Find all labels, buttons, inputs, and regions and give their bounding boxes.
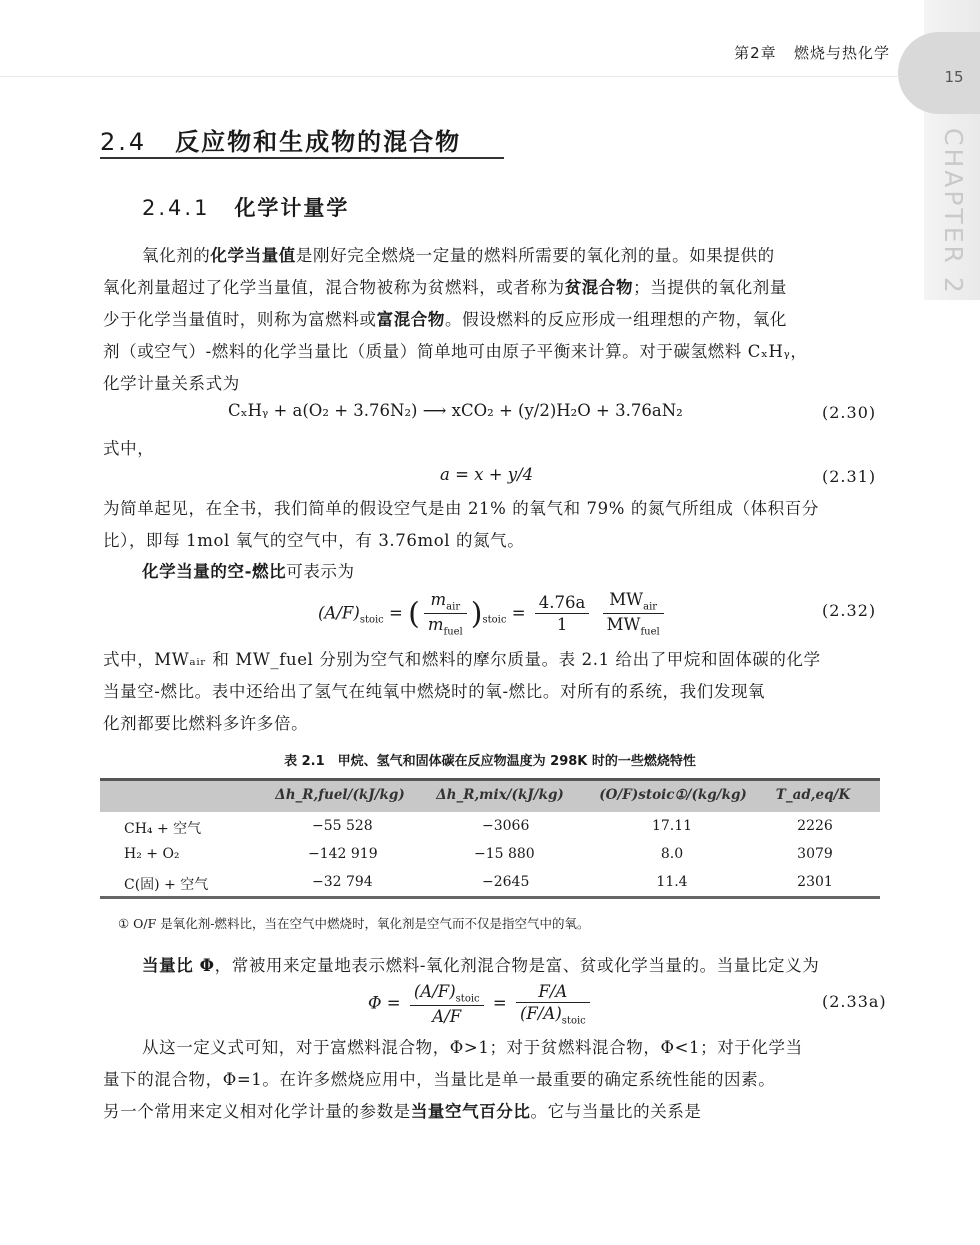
subsection-number: 2.4.1 [142,196,211,220]
equation-number: (2.30) [822,403,877,422]
table-header-cell: (O/F)stoic①/(kg/kg) [599,787,747,803]
table-cell: −55 528 [312,818,373,834]
paragraph-line: 氧化剂量超过了化学当量值，混合物被称为贫燃料，或者称为贫混合物；当提供的氧化剂量 [103,278,788,297]
running-head [650,42,890,63]
table-header-cell: Δh_R,fuel/(kJ/kg) [275,787,405,803]
table-cell: 11.4 [656,874,688,890]
table-header-cell: Δh_R,mix/(kJ/kg) [436,787,564,803]
paragraph-line: 氧化剂的化学当量值是刚好完全燃烧一定量的燃料所需要的氧化剂的量。如果提供的 [142,246,775,265]
running-head-title: 燃烧与热化学 [793,44,890,62]
subsection-title [142,192,349,222]
table-cell: 17.11 [651,818,693,834]
paragraph-line: 为简单起见，在全书，我们简单的假设空气是由 21% 的氧气和 79% 的氮气所组成（体积百分 [103,499,819,518]
paragraph-line: 式中，MWₐᵢᵣ 和 MW_fuel 分别为空气和燃料的摩尔质量。表 2.1 给出了甲烷和固体碳的化学 [103,650,821,669]
table-cell: C(固) + 空气 [124,877,209,893]
paragraph-line: 当量空-燃比。表中还给出了氢气在纯氧中燃烧时的氧-燃比。对所有的系统，我们发现氧 [103,682,766,701]
table-cell: 8.0 [660,846,684,862]
table-cell: −32 794 [312,874,373,890]
table-cell: 2226 [797,818,833,834]
paragraph-line: 少于化学当量值时，则称为富燃料或富混合物。假设燃料的反应形成一组理想的产物，氧化 [103,310,788,329]
table-bottom-rule [100,896,880,899]
table-cell: −2645 [482,874,530,890]
table-cell: −142 919 [308,846,378,862]
table-footnote: ① O/F 是氧化剂-燃料比，当在空气中燃烧时，氧化剂是空气而不仅是指空气中的氧。 [118,916,590,931]
equation-2-32: $(A/F)_{stoic}$ = ( $\frac{m_{air}}{m_{fuel}}$ )$_{stoic}$ = $\frac{4.76a}{1}$ $\frac{MW_{air}}{MW_{fuel}}$ [318,590,668,638]
paragraph-line: 化剂都要比燃料多许多倍。 [103,714,309,733]
paragraph-line: 另一个常用来定义相对化学计量的参数是当量空气百分比。它与当量比的关系是 [103,1102,702,1121]
paragraph-line: 当量比 Φ，常被用来定量地表示燃料-氧化剂混合物是富、贫或化学当量的。当量比定义为 [142,956,820,975]
section-title-text: 反应物和生成物的混合物 [175,128,462,156]
paragraph-line: 从这一定义式可知，对于富燃料混合物，Φ>1；对于贫燃料混合物，Φ<1；对于化学当 [142,1038,803,1057]
table-cell: H₂ + O₂ [124,846,180,862]
equation-2-30: CₓHᵧ + a(O₂ + 3.76N₂) ⟶ xCO₂ + (y/2)H₂O + 3.76aN₂ [228,401,683,420]
section-title-underline [100,157,504,159]
equation-2-31: a = x + y/4 [440,465,534,484]
equation-number: (2.32) [822,601,877,620]
chapter-side-label: CHAPTER 2 [939,128,968,296]
header-rule [0,76,900,77]
table-cell: 3079 [797,846,833,862]
section-title [100,122,461,157]
paragraph-line: 化学当量的空-燃比可表示为 [142,562,355,581]
paragraph-line: 化学计量关系式为 [103,374,240,393]
table-cell: CH₄ + 空气 [124,821,202,837]
section-number: 2.4 [100,128,148,156]
page-number: 15 [944,68,964,86]
table-cell: 2301 [797,874,833,890]
paragraph-line: 剂（或空气）-燃料的化学当量比（质量）简单地可由原子平衡来计算。对于碳氢燃料 CₓHᵧ， [103,342,808,361]
paragraph-line: 比），即每 1mol 氧气的空气中，有 3.76mol 的氮气。 [103,531,525,550]
equation-number: (2.33a) [822,992,887,1011]
subsection-title-text: 化学计量学 [234,196,350,220]
paragraph-line: 式中， [103,439,155,458]
running-head-chapter: 第2章 [734,44,777,62]
table-cell: −15 880 [474,846,535,862]
equation-2-33a: Φ = $\frac{(A/F)_{stoic}}{A/F}$ = $\frac{F/A}{(F/A)_{stoic}}$ [368,982,594,1026]
table-header-cell: T_ad,eq/K [775,787,851,803]
equation-number: (2.31) [822,467,877,486]
table-caption: 表 2.1 甲烷、氢气和固体碳在反应物温度为 298K 时的一些燃烧特性 [284,754,696,769]
table-cell: −3066 [482,818,530,834]
paragraph-line: 量下的混合物，Φ=1。在许多燃烧应用中，当量比是单一最重要的确定系统性能的因素。 [103,1070,776,1089]
